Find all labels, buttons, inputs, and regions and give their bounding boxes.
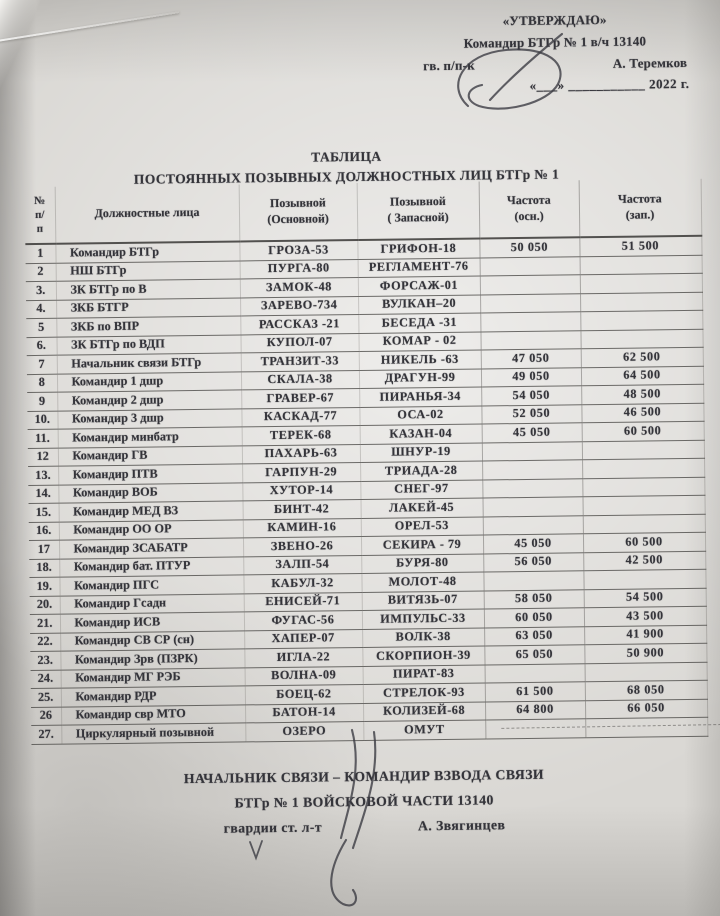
official-position: Командир 2 дшр [57,390,241,411]
frequency-primary [480,293,580,313]
callsign-primary: БАТОН-14 [245,703,363,723]
callsign-primary: ГАРПУН-29 [242,462,360,482]
callsign-primary: БИНТ-42 [243,499,361,519]
official-position: Командир 3 дшр [57,408,241,429]
table-body [25,236,707,744]
callsign-reserve: ОРЕЛ-53 [361,517,483,537]
frequency-reserve: 43 500 [584,606,706,626]
approval-stamp: «УТВЕРЖДАЮ» [502,11,607,29]
row-number: 11. [28,429,58,448]
row-number: 24. [31,670,61,689]
callsign-primary: ВОЛНА-09 [245,666,363,686]
frequency-reserve: 42 500 [583,551,705,571]
frequency-primary: 49 050 [481,367,581,387]
row-number: 7 [27,355,57,374]
frequency-reserve [580,255,702,275]
row-number: 22. [30,633,60,652]
frequency-reserve: 41 900 [584,625,706,645]
callsign-primary: ТЕРЕК-68 [242,426,360,446]
frequency-primary: 54 050 [481,386,581,406]
frequency-primary [480,330,580,350]
callsign-primary: ГРАВЕР-67 [241,389,359,409]
header-officials: Должностные лица [55,184,240,243]
callsign-reserve: РЕГЛАМЕНТ-76 [358,258,480,278]
official-position: Командир ВОБ [58,482,242,503]
callsign-reserve: СКОРПИОН-39 [362,646,484,666]
header-frequency-primary: Частота (осн.) [479,180,580,238]
header-frequency-reserve: Частота (зап.) [579,179,702,237]
header-callsign-primary: Позывной (Основной) [239,183,358,241]
frequency-reserve [580,292,702,312]
frequency-reserve: 66 050 [585,699,707,719]
callsign-primary: ГРОЗА-53 [239,240,357,260]
callsign-reserve: ДРАГУН-99 [359,369,481,389]
row-number: 12 [28,448,58,467]
callsign-primary: ЗАРЕВО-734 [240,296,358,316]
official-position: Командир ПТВ [58,464,242,485]
frequency-primary [482,441,582,461]
callsign-primary: КАМИН-16 [243,518,361,538]
official-position: Командир ГВ [58,445,242,466]
official-position: ЗКБ БТГР [56,297,240,318]
row-number: 4. [26,300,56,319]
callsign-reserve: ВОЛК-38 [362,627,484,647]
official-position: Командир бат. ПТУР [59,556,243,577]
frequency-primary [480,312,580,332]
frequency-primary [483,571,583,591]
frequency-primary [485,719,585,739]
footer-block [74,760,655,842]
callsign-reserve: ГРИФОН-18 [357,239,479,259]
frequency-reserve [580,329,702,349]
row-number: 20. [30,596,60,615]
frequency-reserve: 50 900 [584,643,706,663]
frequency-reserve [583,569,705,589]
callsign-reserve: ПИРАТ-83 [363,664,485,684]
frequency-primary: 45 050 [482,423,582,443]
callsign-reserve: ТРИАДА-28 [360,461,482,481]
callsign-reserve: ШНУР-19 [360,443,482,463]
frequency-primary [480,275,580,295]
row-number: 17 [29,540,59,559]
official-position: Командир МЕД ВЗ [59,501,243,522]
footer-line1: НАЧАЛЬНИК СВЯЗИ – КОМАНДИР ВЗВОДА СВЯЗИ [183,766,545,787]
row-number: 14. [28,485,58,504]
frequency-primary: 50 050 [479,237,579,257]
callsign-reserve: БЕСЕДА -31 [358,313,480,333]
row-number: 9 [27,392,57,411]
footer-line2: БТГр № 1 ВОЙСКОВОЙ ЧАСТИ 13140 [234,792,494,811]
callsign-primary: ТРАНЗИТ-33 [241,352,359,372]
row-number: 26 [31,707,61,726]
footer-name: А. Звягинцев [417,817,506,834]
callsign-reserve: СЕКИРА - 79 [361,535,483,555]
callsign-reserve: ОСА-02 [359,406,481,426]
official-position: ЗКБ по ВПР [56,316,240,337]
callsign-reserve: ВУЛКАН–20 [358,295,480,315]
callsign-primary: ЗВЕНО-26 [243,536,361,556]
frequency-primary: 47 050 [481,349,581,369]
official-position: НШ БТГр [56,260,240,281]
approval-block [417,8,694,99]
official-position: Командир ЗСАБАТР [59,538,243,559]
frequency-primary [482,478,582,498]
official-position: Начальник связи БТГр [57,353,241,374]
frequency-primary: 65 050 [484,645,584,665]
frequency-reserve [585,662,707,682]
row-number: 19. [29,577,59,596]
callsign-reserve: ЛАКЕЙ-45 [361,498,483,518]
frequency-primary: 64 800 [485,700,585,720]
row-number: 1 [25,244,55,263]
official-position: Командир минбатр [58,427,242,448]
frequency-reserve: 68 050 [585,680,707,700]
callsign-reserve: МОЛОТ-48 [361,572,483,592]
callsign-primary: ЕНИСЕЙ-71 [244,592,362,612]
official-position: Командир ИСВ [60,612,244,633]
frequency-reserve: 54 500 [584,588,706,608]
frequency-reserve [583,514,705,534]
callsign-reserve: ПИРАНЬЯ-34 [359,387,481,407]
callsign-primary: ХАПЕР-07 [244,629,362,649]
callsign-reserve: СНЕГ-97 [360,480,482,500]
frequency-primary: 52 050 [481,404,581,424]
frequency-reserve: 60 500 [582,421,704,441]
frequency-primary [485,663,585,683]
title-line1: ТАБЛИЦА [311,148,382,165]
row-number: 2 [26,263,56,282]
row-number: 15. [29,503,59,522]
callsign-reserve: СТРЕЛОК-93 [363,683,485,703]
callsign-primary: КАБУЛ-32 [243,573,361,593]
row-number: 18. [29,559,59,578]
official-position: Циркулярный позывной [61,723,245,744]
callsign-reserve: ОМУТ [363,720,485,740]
row-number: 3. [26,281,56,300]
row-number: 13. [28,466,58,485]
row-number: 21. [30,614,60,633]
row-number: 25. [31,688,61,707]
official-position: Командир свр МТО [61,704,245,725]
callsign-reserve: КАЗАН-04 [360,424,482,444]
frequency-primary [480,256,580,276]
frequency-primary [482,497,582,517]
header-callsign-reserve: Позывной ( Запасной) [357,182,480,240]
row-number: 8 [27,374,57,393]
row-number: 6. [26,337,56,356]
approval-rank: гв. п/п-к [423,57,475,73]
frequency-primary: 61 500 [485,682,585,702]
approval-date-line: «___» ___________ 2022 г. [529,76,690,94]
frequency-primary: 56 050 [483,552,583,572]
callsign-primary: ПУРГА-80 [240,259,358,279]
approval-commander-line: Командир БТГр № 1 в/ч 13140 [463,33,647,51]
official-position: Командир Гсадн [60,593,244,614]
official-position: Командир РДР [61,686,245,707]
frequency-primary: 45 050 [483,534,583,554]
frequency-reserve: 62 500 [581,347,703,367]
official-position: Командир БТГр [55,241,239,262]
frequency-reserve: 60 500 [583,532,705,552]
frequency-primary: 60 050 [484,608,584,628]
callsign-primary: ОЗЕРО [245,721,363,741]
callsign-primary: КАСКАД-77 [241,407,359,427]
callsign-reserve: БУРЯ-80 [361,554,483,574]
row-number: 16. [29,522,59,541]
header-row-number: № п/ п [25,187,56,244]
frequency-primary: 58 050 [484,589,584,609]
frequency-reserve [582,440,704,460]
callsign-reserve: НИКЕЛЬ -63 [359,350,481,370]
callsign-primary: ЗАЛП-54 [243,555,361,575]
frequency-reserve: 46 500 [581,403,703,423]
approval-name: А. Теремков [612,54,688,71]
frequency-reserve [582,458,704,478]
callsign-primary: ФУГАС-56 [244,610,362,630]
official-position: ЗК БТГр по В [56,279,240,300]
frequency-reserve: 48 500 [581,384,703,404]
official-position: Командир ПГС [59,575,243,596]
callsign-primary: ЗАМОК-48 [240,278,358,298]
frequency-primary [483,515,583,535]
official-position: Командир ОО ОР [59,519,243,540]
callsign-primary: ПАХАРЬ-63 [242,444,360,464]
frequency-reserve [580,310,702,330]
callsign-primary: СКАЛА-38 [241,370,359,390]
callsign-table [25,179,708,745]
frequency-reserve: 51 500 [579,236,701,256]
row-number: 5 [26,318,56,337]
official-position: Командир Зрв (ПЗРК) [60,649,244,670]
callsign-primary: ИГЛА-22 [244,647,362,667]
row-number: 10. [27,411,57,430]
callsign-primary: РАССКАЗ -21 [240,315,358,335]
frequency-reserve: 64 500 [581,366,703,386]
frequency-reserve [582,495,704,515]
official-position: Командир СВ СР (сн) [60,630,244,651]
callsign-reserve: ФОРСАЖ-01 [358,276,480,296]
frequency-reserve [580,273,702,293]
official-position: Командир 1 дшр [57,371,241,392]
title-line2: ПОСТОЯННЫХ ПОЗЫВНЫХ ДОЛЖНОСТНЫХ ЛИЦ БТГр № 1 [133,166,560,187]
callsign-reserve: КОЛИЗЕЙ-68 [363,701,485,721]
row-number: 23. [30,651,60,670]
callsign-primary: БОЕЦ-62 [245,684,363,704]
official-position: Командир МГ РЭБ [61,667,245,688]
frequency-primary: 63 050 [484,626,584,646]
frequency-primary [482,460,582,480]
official-position: ЗК БТГр по ВДП [56,334,240,355]
frequency-reserve [582,477,704,497]
callsign-primary: КУПОЛ-07 [240,333,358,353]
callsign-primary: ХУТОР-14 [242,481,360,501]
row-number: 27. [31,725,61,744]
callsign-reserve: КОМАР - 02 [358,332,480,352]
footer-rank: гвардии ст. л-т [223,819,323,836]
callsign-reserve: ВИТЯЗЬ-07 [362,590,484,610]
table-header-row [25,179,702,244]
frequency-reserve [585,717,707,737]
callsign-reserve: ИМПУЛЬС-33 [362,609,484,629]
